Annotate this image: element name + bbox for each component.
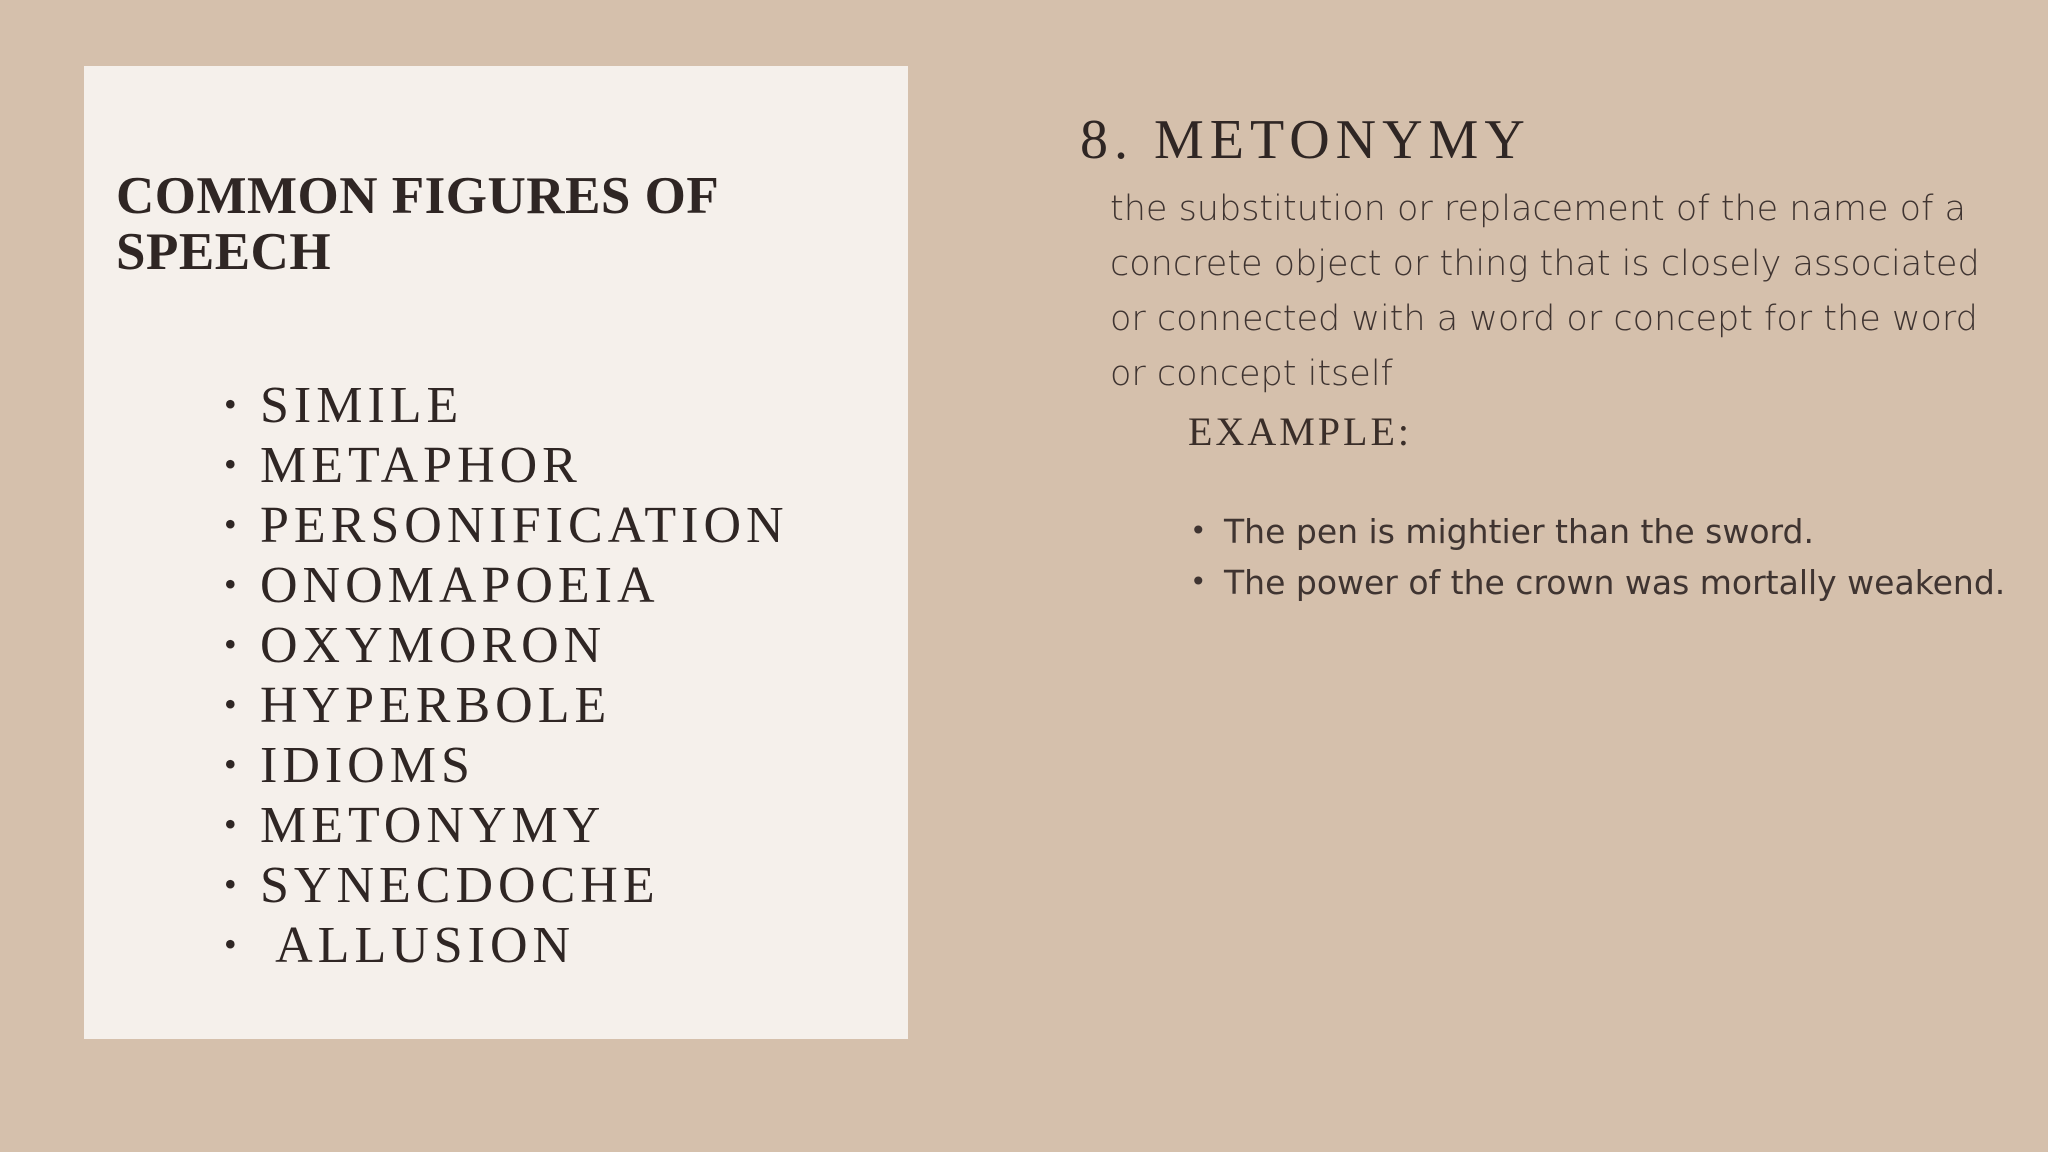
list-item-label: ALLUSION xyxy=(260,917,576,974)
example-item xyxy=(1190,563,2005,614)
list-item-label: PERSONIFICATION xyxy=(260,497,789,554)
list-item-label: SYNECDOCHE xyxy=(260,857,660,914)
list-item-label: ONOMAPOEIA xyxy=(260,557,660,614)
example-text: The power of the crown was mortally weakend. xyxy=(1224,563,2006,602)
example-label: EXAMPLE: xyxy=(1188,409,1412,454)
list-item xyxy=(224,376,789,436)
list-item xyxy=(224,436,789,496)
list-item-label: IDIOMS xyxy=(260,737,475,794)
list-item-label: OXYMORON xyxy=(260,617,607,674)
card-title: COMMON FIGURES OF SPEECH xyxy=(116,167,718,281)
bullet-icon: • xyxy=(224,624,237,664)
list-item xyxy=(224,736,789,796)
list-item-label: HYPERBOLE xyxy=(260,677,612,734)
list-item xyxy=(224,796,789,856)
bullet-icon: • xyxy=(224,684,237,724)
bullet-icon: • xyxy=(224,924,237,964)
detail-section xyxy=(1080,106,2010,455)
bullet-icon: • xyxy=(224,564,237,604)
list-item-label: SIMILE xyxy=(260,377,464,434)
bullet-icon: • xyxy=(224,384,237,424)
figures-list xyxy=(224,376,789,976)
list-item-label: METONYMY xyxy=(260,797,606,854)
section-heading: 8. METONYMY xyxy=(1080,109,1531,171)
example-text: The pen is mightier than the sword. xyxy=(1224,512,1814,551)
list-item xyxy=(224,556,789,616)
list-item xyxy=(224,616,789,676)
list-item xyxy=(224,676,789,736)
list-item xyxy=(224,916,789,976)
bullet-icon: • xyxy=(224,804,237,844)
bullet-icon: • xyxy=(1190,514,1207,547)
definition-text: the substitution or replacement of the name of a concrete object or thing that is closely associated or connected with a word or concept for the word or concept itself xyxy=(1110,189,1980,394)
bullet-icon: • xyxy=(224,504,237,544)
list-item-label: METAPHOR xyxy=(260,437,582,494)
examples-list xyxy=(1190,512,2005,614)
list-item xyxy=(224,856,789,916)
bullet-icon: • xyxy=(224,864,237,904)
figures-card xyxy=(84,66,908,1039)
bullet-icon: • xyxy=(224,744,237,784)
bullet-icon: • xyxy=(224,444,237,484)
example-item xyxy=(1190,512,2005,563)
bullet-icon: • xyxy=(1190,565,1207,598)
list-item xyxy=(224,496,789,556)
